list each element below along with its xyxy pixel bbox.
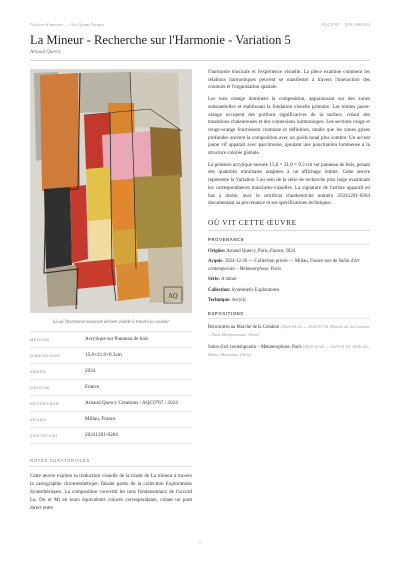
spec-row-reference xyxy=(30,396,192,412)
notes-divider xyxy=(30,466,192,467)
spec-value: Millau, France xyxy=(85,416,116,422)
collection-value: Synesthetic Explorations xyxy=(231,287,280,293)
artist-name: Arnaud Quercy xyxy=(30,50,61,55)
spec-label: MÉDIUM xyxy=(30,337,50,342)
spec-row-sold xyxy=(30,412,192,428)
acquired-value: 2024-12-28 — Collection privée — Millau, France lors de xyxy=(224,259,339,265)
notes-heading: NOTES CURATORIALES xyxy=(30,458,90,463)
expositions-heading: EXPOSITIONS xyxy=(208,310,244,316)
provenance-heading: PROVENANCE xyxy=(208,236,245,242)
provenance-collection xyxy=(208,287,370,295)
description-paragraph: Les tons orange dominent la composition, apparaissant sur des zones substantielles et établissant la fondation visuelle primaire. Les teintes jaune-orange occupent des portions significatives de la surface, créant des transitions chaleureuses et des connexions harmoniques. Les sections rouge et rouge-orange fournissent contraste et définition, tandis que les zones grises profondes ancrent la composition avec un poids tonal plus sombre. Un accent jaune vif apparaît avec parcimonie, ajoutant une ponctuation lumineuse à la structure colorée globale. xyxy=(208,96,370,157)
spec-label: ANNÉE xyxy=(30,369,47,374)
exposition-name: Rencontres au Marché de la Création xyxy=(208,324,280,330)
spec-value: 2024 xyxy=(85,368,96,374)
collection-label: Collection: xyxy=(208,287,231,293)
spec-table xyxy=(30,331,192,444)
spec-label: ORIGINE xyxy=(30,385,51,390)
spec-value: 15.0×21.0×0.3cm xyxy=(85,352,122,358)
origin-value: Arnaud Quercy, Paris, France, 2024 xyxy=(226,248,296,254)
spec-label: DIMENSIONS xyxy=(30,353,61,358)
origin-label: Origine: xyxy=(208,248,226,254)
spec-label: VENDU xyxy=(30,417,47,422)
provenance-acquired xyxy=(208,258,370,273)
spec-row-year xyxy=(30,364,192,380)
where-it-lives-heading: OÙ VIT CETTE ŒUVRE xyxy=(208,217,297,227)
exposition-item xyxy=(208,323,370,339)
spec-value: Arnaud Quercy Creations / AQC0767 / 2024 xyxy=(85,400,178,406)
page-number: 1 xyxy=(198,540,202,545)
series-value: A minor xyxy=(220,277,237,283)
spec-value: 20241201-0264 xyxy=(85,432,118,438)
artwork-painting xyxy=(30,69,192,313)
technique-value: Acrylic xyxy=(231,298,247,304)
spec-label: RÉFÉRENCE xyxy=(30,401,60,406)
left-column xyxy=(30,69,192,512)
spec-value: Acrylique sur Panneau de bois xyxy=(85,336,149,342)
provenance-technique xyxy=(208,297,370,305)
curatorial-notes: Cette œuvre explore la traduction visuelle de la triade de La mineur à travers la cartographie chromesthétique, faisant partie de la collection Explorations Synesthésiques. La composition convertit les tons fondamentaux de l'accord La, Do et Mi en leurs équivalents colorés correspondants, créant un pont direct entre xyxy=(30,473,192,511)
signature-monogram: AQ xyxy=(168,293,178,300)
provenance-origin xyxy=(208,248,370,256)
provenance-series xyxy=(208,276,370,284)
header-right: AQC0767 · NTC-000364 xyxy=(320,22,370,27)
exposition-detail: (2024-12-26 — 2025-01-05, Halle des Blancs Manteaux, Paris) xyxy=(208,343,369,357)
series-label: Série: xyxy=(208,277,220,283)
section-divider xyxy=(208,230,370,231)
exposition-detail: (2024-04-21 — 2024-03-30, Marché de la Création – Paris Montparnasse, Paris) xyxy=(208,323,370,337)
spec-label: CERTIFICAT xyxy=(30,433,59,438)
exposition-name: Salon d'art contemporain – Metamorphose, Paris xyxy=(208,344,302,350)
page-title: La Mineur - Recherche sur l'Harmonie - Variation 5 xyxy=(30,33,291,47)
technique-label: Technique: xyxy=(208,298,231,304)
expositions-divider xyxy=(208,318,370,319)
two-column-layout xyxy=(30,69,370,512)
header-left: Notices d'œuvres — Art Quant Anima xyxy=(30,22,104,27)
spec-row-dimensions xyxy=(30,348,192,364)
description-paragraph: l'harmonie musicale et l'expérience visuelle. La pièce examine comment les relations harmoniques peuvent se manifester à travers l'interaction des couleurs et l'organisation spatiale. xyxy=(208,69,370,91)
spec-row-certificate xyxy=(30,428,192,444)
artwork-image xyxy=(30,69,192,313)
spec-row-medium xyxy=(30,332,192,348)
artwork-caption: Là où l'harmonie musicale devient visible à travers la couleur xyxy=(52,320,170,325)
description-paragraph: La peinture acrylique mesure 15,0 × 21,0 × 0,3 cm sur panneau de bois, pesant des quantités minimales adaptées à un affichage intime. Cette œuvre représente la Variation 5 au sein de la série de recherche plus large examinant les correspondances musicales-visuelles. La signature de l'artiste apparaît en bas à droite, avec le certificat d'authenticité numéro 20241201-0264 documentant sa provenance et ses spécifications techniques. xyxy=(208,161,370,207)
acquired-event: Salon d'art contemporain – Metamorphose, Paris xyxy=(208,259,360,272)
provenance-divider xyxy=(208,244,370,245)
right-column xyxy=(208,69,370,512)
spec-value: France xyxy=(85,384,100,390)
spec-row-origin xyxy=(30,380,192,396)
exposition-item xyxy=(208,343,370,359)
running-header xyxy=(30,22,370,30)
title-divider xyxy=(30,60,370,61)
acquired-label: Acquis: xyxy=(208,259,224,265)
